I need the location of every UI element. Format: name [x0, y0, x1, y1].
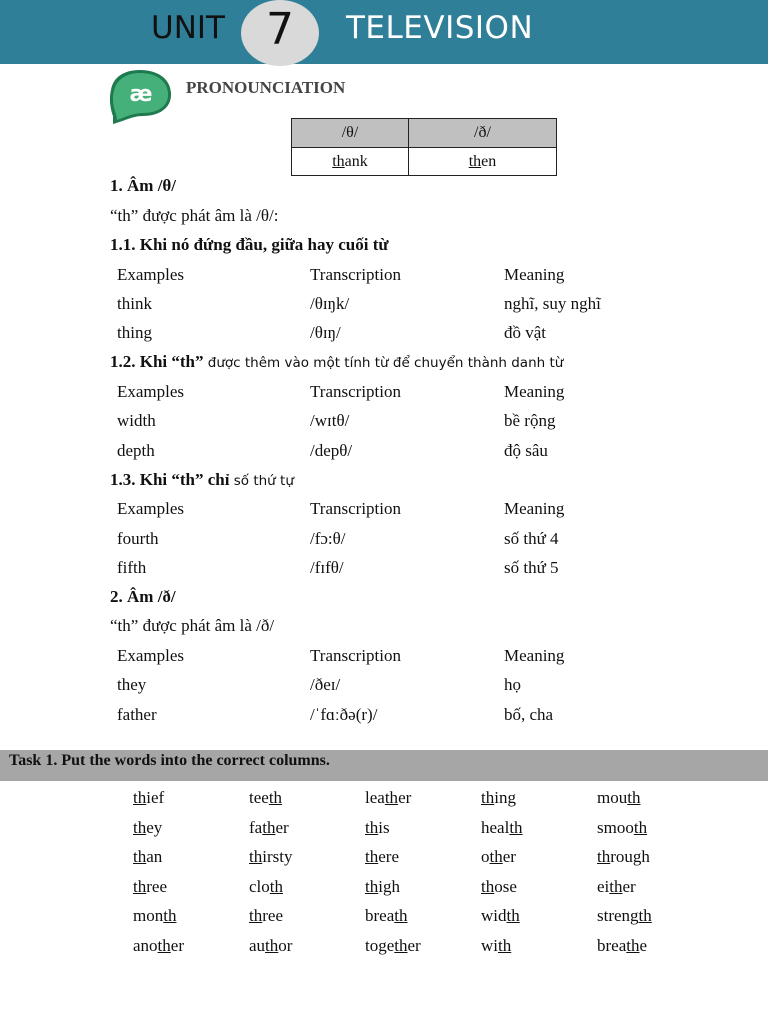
task-word: thirsty [249, 847, 293, 866]
meaning: số thứ 5 [504, 558, 559, 577]
task-word: other [481, 847, 516, 866]
example-word: fifth [117, 558, 147, 577]
part1-intro: “th” được phát âm là /θ/: [110, 206, 279, 225]
task-word: cloth [249, 877, 284, 896]
table-row [292, 148, 557, 176]
part2-heading: 2. Âm /ð/ [110, 587, 176, 606]
task-word: health [481, 818, 523, 837]
task-word: width [481, 906, 520, 925]
table-header-row [292, 119, 557, 148]
transcription: /fɪfθ/ [310, 558, 344, 577]
task-word: there [365, 847, 399, 866]
task-word: with [481, 936, 512, 955]
task-word: they [133, 818, 163, 837]
task-word: three [249, 906, 283, 925]
task-word: three [133, 877, 167, 896]
part1-heading: 1. Âm /θ/ [110, 176, 177, 195]
column-header-examples: Examples [117, 382, 185, 401]
transcription: /ðeɪ/ [310, 675, 341, 694]
unit-title: TELEVISION [346, 10, 534, 46]
subsection-1-2-heading: 1.2. Khi “th” được thêm vào một tính từ để chuyển thành danh từ [110, 352, 564, 371]
task-word: breathe [597, 936, 648, 955]
column-header-meaning: Meaning [504, 646, 565, 665]
column-header-transcription: Transcription [310, 382, 401, 401]
task-word: teeth [249, 788, 283, 807]
task-word: thief [133, 788, 165, 807]
part2-intro: “th” được phát âm là /ð/ [110, 616, 275, 635]
meaning: đồ vật [504, 323, 547, 342]
meaning: nghĩ, suy nghĩ [504, 294, 601, 313]
column-header-examples: Examples [117, 499, 185, 518]
transcription: /depθ/ [310, 441, 353, 460]
column-header-meaning: Meaning [504, 382, 565, 401]
task-word: another [133, 936, 184, 955]
column-header-examples: Examples [117, 646, 185, 665]
task-instruction: Task 1. Put the words into the correct columns. [9, 752, 330, 769]
task-word: author [249, 936, 293, 955]
transcription: /ˈfɑːðə(r)/ [310, 705, 378, 724]
logo-text: æ [129, 82, 153, 107]
unit-label: UNIT [151, 10, 225, 46]
transcription: /θɪŋ/ [310, 323, 341, 342]
example-word: depth [117, 441, 155, 460]
meaning: độ sâu [504, 441, 548, 460]
example-word: father [117, 705, 157, 724]
task-word: breath [365, 906, 408, 925]
speech-bubble-ae-icon [107, 68, 175, 126]
table-cell-then: then [409, 148, 557, 176]
column-header-meaning: Meaning [504, 499, 565, 518]
task-word: those [481, 877, 517, 896]
subsection-1-3-heading: 1.3. Khi “th” chỉ số thứ tự [110, 470, 294, 489]
task-word: together [365, 936, 421, 955]
example-word: fourth [117, 529, 159, 548]
task-word: month [133, 906, 177, 925]
example-word: think [117, 294, 152, 313]
pronunciation-table [291, 118, 557, 176]
column-header-transcription: Transcription [310, 646, 401, 665]
table-header-eth: /ð/ [409, 119, 557, 148]
meaning: bố, cha [504, 705, 554, 724]
subsection-1-1-heading: 1.1. Khi nó đứng đầu, giữa hay cuối từ [110, 235, 389, 254]
meaning: họ [504, 675, 521, 694]
transcription: /θɪŋk/ [310, 294, 350, 313]
task-word: father [249, 818, 289, 837]
table-header-theta: /θ/ [292, 119, 409, 148]
task-word: this [365, 818, 390, 837]
task-word: leather [365, 788, 412, 807]
example-word: they [117, 675, 147, 694]
column-header-transcription: Transcription [310, 499, 401, 518]
task-word: strength [597, 906, 652, 925]
column-header-transcription: Transcription [310, 265, 401, 284]
unit-number: 7 [266, 4, 294, 55]
task-word: smooth [597, 818, 648, 837]
meaning: số thứ 4 [504, 529, 559, 548]
task-word: mouth [597, 788, 641, 807]
meaning: bề rộng [504, 411, 556, 430]
task-word: either [597, 877, 636, 896]
section-title: PRONOUNCIATION [186, 78, 346, 97]
example-word: width [117, 411, 156, 430]
transcription: /fɔ:θ/ [310, 529, 346, 548]
example-word: thing [117, 323, 152, 342]
task-word: thigh [365, 877, 400, 896]
task-word: thing [481, 788, 516, 807]
task-word: than [133, 847, 163, 866]
transcription: /wɪtθ/ [310, 411, 350, 430]
column-header-examples: Examples [117, 265, 185, 284]
column-header-meaning: Meaning [504, 265, 565, 284]
table-cell-thank: thank [292, 148, 409, 176]
task-word: through [597, 847, 650, 866]
